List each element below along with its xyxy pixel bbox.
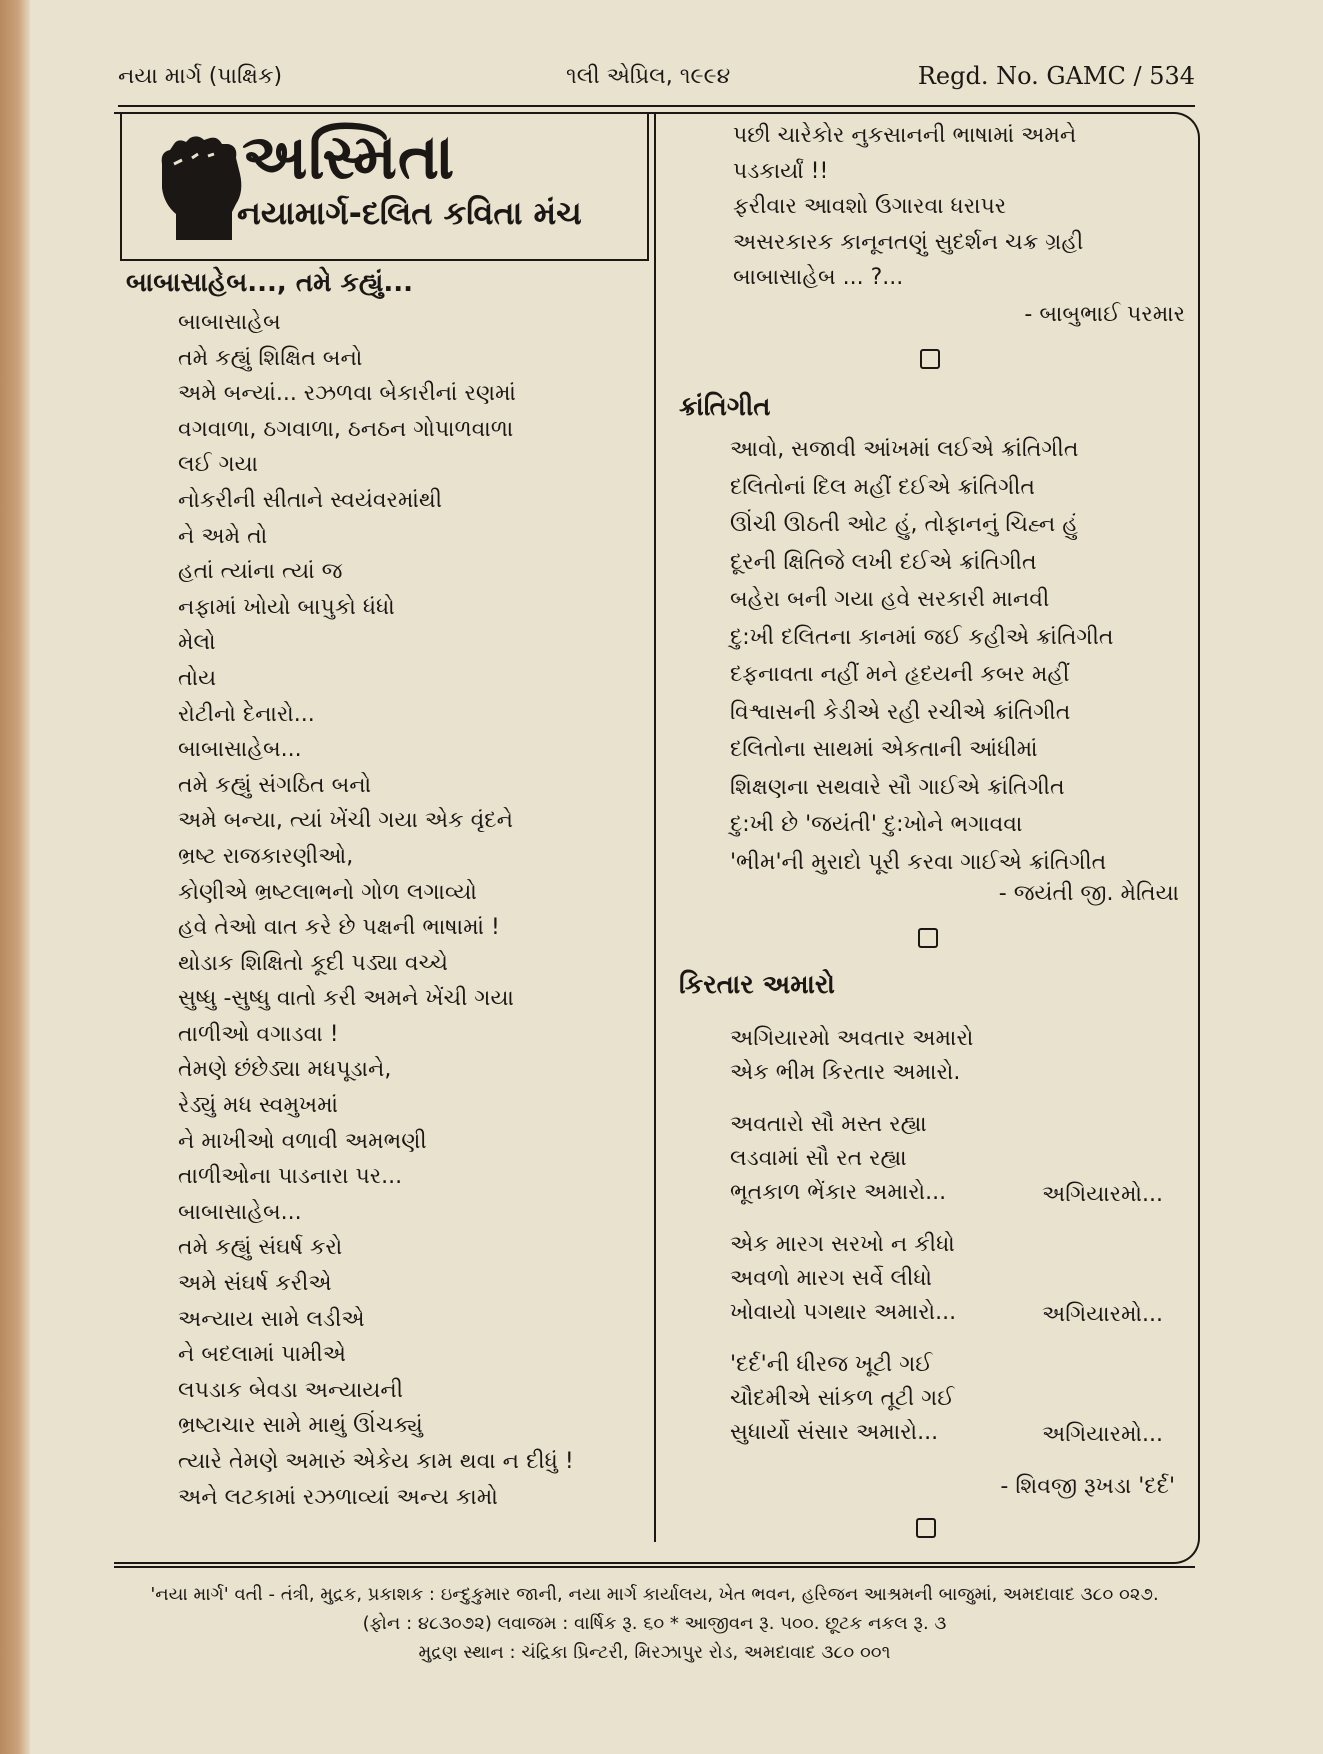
- poem-line: દલિતોનાં દિલ મહીં દઈએ ક્રાંતિગીત: [730, 474, 1036, 500]
- poem-line: એક મારગ સરખો ન કીધો: [730, 1232, 955, 1257]
- poem2-body: [730, 431, 1113, 881]
- poem-line: હવે તેઓ વાત કરે છે પક્ષની ભાષામાં !: [178, 915, 500, 941]
- logo-title: અસ્મિતા: [242, 120, 456, 193]
- footer-line: 'નયા માર્ગ' વતી - તંત્રી, મુદ્રક, પ્રકાશક : ઇન્દુકુમાર જાની, નયા માર્ગ કાર્યાલય, ખેત ભવન, હરિજન આશ્રમની બાજુમાં, અમદાવાદ ૩૮૦ ૦૨૭.: [150, 1584, 1159, 1605]
- poem-line: સુષ્ધુ -સુષ્ધુ વાતો કરી અમને ખેંચી ગયા: [178, 986, 514, 1012]
- poem2-title: ક્રાંતિગીત: [679, 392, 771, 422]
- poem-line: અને લટકામાં રઝળાવ્યાં અન્ય કામો: [178, 1484, 498, 1510]
- poem-line: ને માખીઓ વળાવી અમભણી: [178, 1128, 427, 1154]
- page-edge: [0, 0, 30, 1754]
- poem-line: ને અમે તો: [178, 523, 268, 549]
- poem3-refrain: અગિયારમો...: [1042, 1422, 1164, 1447]
- logo-subtitle: નયામાર્ગ-દલિત કવિતા મંચ: [237, 194, 582, 232]
- poem1-body: [178, 305, 574, 1515]
- registration-number: Regd. No. GAMC / 534: [917, 62, 1195, 90]
- poem-line: ફરીવાર આવશો ઉગારવા ધરાપર: [733, 194, 1007, 220]
- poem-line: ખોવાયો પગથાર અમારો...: [730, 1300, 957, 1325]
- poem-line: નફામાં ખોયો બાપુકો ધંધો: [178, 594, 395, 620]
- poem3-stanza: [730, 1348, 954, 1450]
- page-header: [118, 64, 1195, 104]
- poem-line: તોય: [178, 665, 217, 691]
- column-divider: [654, 112, 656, 1542]
- poem-line: બાબાસાહેબ...: [178, 737, 302, 763]
- poem-line: લઈ ગયા: [178, 452, 259, 478]
- poem-line: ભ્રષ્ટાચાર સામે માથું ઊંચક્યું: [178, 1413, 423, 1439]
- poem-line: પડકાર્યાં !!: [733, 158, 829, 184]
- poem-line: બાબાસાહેબ ... ?...: [733, 265, 904, 291]
- publication-name: નયા માર્ગ (પાક્ષિક): [118, 64, 283, 89]
- poem-line: પછી ચારેકોર નુકસાનની ભાષામાં અમને: [733, 123, 1077, 148]
- poem-line: બાબાસાહેબ...: [178, 1199, 302, 1225]
- poem-line: અમે બન્યાં... રઝળવા બેકારીનાં રણમાં: [178, 381, 516, 407]
- poem3-refrain: અગિયારમો...: [1042, 1182, 1164, 1207]
- poem-line: વગવાળા, ઠગવાળા, ઠનઠન ગોપાળવાળા: [178, 416, 514, 442]
- poem1-continuation: [733, 118, 1083, 296]
- poem3-title: કિરતાર અમારો: [679, 970, 835, 1000]
- footer-line: (ફોન : ૪૮૩૦૭૨) લવાજમ : વાર્ષિક રૂ. ૬૦ * આજીવન રૂ. ૫૦૦. છૂટક નકલ રૂ. ૩: [362, 1613, 947, 1634]
- section-end-mark: [916, 1518, 936, 1538]
- poem-line: અવતારો સૌ મસ્ત રહ્યા: [730, 1112, 927, 1137]
- poem-line: અમે સંઘર્ષ કરીએ: [178, 1271, 332, 1297]
- poem-line: અગિયારમો અવતાર અમારો: [730, 1026, 974, 1051]
- poem-line: અસરકારક કાનૂનતણું સુદર્શન ચક્ર ગ્રહી: [733, 229, 1084, 255]
- raised-fist-icon: [152, 134, 247, 244]
- poem-line: દફનાવતા નહીં મને હૃદયની કબર મહીં: [730, 662, 1070, 687]
- poem-line: હતાં ત્યાંના ત્યાં જ: [178, 559, 343, 585]
- poem-line: દુ:ખી દલિતના કાનમાં જઈ કહીએ ક્રાંતિગીત: [730, 624, 1114, 650]
- poem-line: અમે બન્યા, ત્યાં ખેંચી ગયા એક વૃંદને: [178, 808, 513, 834]
- poem-line: એક ભીમ કિરતાર અમારો.: [730, 1060, 961, 1085]
- poem2-author: - જયંતી જી. મેતિયા: [998, 881, 1179, 906]
- poem3-author: - શિવજી રૂખડા 'દર્દ': [1000, 1474, 1175, 1499]
- poem-line: ભૂતકાળ ભેંકાર અમારો...: [730, 1180, 947, 1205]
- header-rule: [118, 105, 1195, 107]
- poem-line: ભ્રષ્ટ રાજકારણીઓ,: [178, 843, 354, 869]
- poem-line: કોણીએ ભ્રષ્ટલાભનો ગોળ લગાવ્યો: [178, 879, 477, 905]
- poem-line: આવો, સજાવી આંખમાં લઈએ ક્રાંતિગીત: [730, 437, 1079, 462]
- poem-line: દૂરની ક્ષિતિજે લખી દઈએ ક્રાંતિગીત: [730, 549, 1037, 575]
- poem-line: તમે કહ્યું સંઘર્ષ કરો: [178, 1235, 343, 1261]
- poem-line: દુ:ખી છે 'જયંતી' દુ:ખોને ભગાવવા: [730, 812, 1023, 837]
- poem-line: સુધાર્યો સંસાર અમારો...: [730, 1420, 939, 1445]
- imprint-footer: [114, 1580, 1195, 1667]
- poem-line: શિક્ષણના સથવારે સૌ ગાઈએ ક્રાંતિગીત: [730, 774, 1065, 800]
- poem-line: તમે કહ્યું સંગઠિત બનો: [178, 772, 372, 798]
- poem-line: લપડાક બેવડા અન્યાયની: [178, 1377, 404, 1403]
- poem-line: રોટીનો દેનારો...: [178, 701, 315, 727]
- poem-line: લડવામાં સૌ રત રહ્યા: [730, 1146, 907, 1171]
- poem-line: 'ભીમ'ની મુરાદો પૂરી કરવા ગાઈએ ક્રાંતિગીત: [730, 849, 1107, 875]
- poem-line: મેલો: [178, 630, 216, 656]
- poem-line: અન્યાય સામે લડીએ: [178, 1306, 365, 1332]
- poem3-stanza: [730, 1108, 946, 1210]
- footer-line: મુદ્રણ સ્થાન : ચંદ્રિકા પ્રિન્ટરી, મિરઝાપુર રોડ, અમદાવાદ ૩૮૦ ૦૦૧: [418, 1642, 891, 1663]
- poem-line: ત્યારે તેમણે અમારું એકેય કામ થવા ન દીધું !: [178, 1449, 574, 1474]
- poem-line: તેમણે છંછેડ્યા મધપૂડાને,: [178, 1057, 392, 1083]
- poem-line: બાબાસાહેબ: [178, 310, 281, 335]
- poem-line: દલિતોના સાથમાં એકતાની આંધીમાં: [730, 737, 1038, 762]
- poem-line: તાળીઓના પાડનારા પર...: [178, 1164, 403, 1190]
- poem-line: તાળીઓ વગાડવા !: [178, 1021, 339, 1047]
- poem-line: રેડ્યું મધ સ્વમુખમાં: [178, 1093, 339, 1119]
- poem-line: ને બદલામાં પામીએ: [178, 1342, 346, 1368]
- poem-line: નોકરીની સીતાને સ્વયંવરમાંથી: [178, 487, 443, 513]
- logo-box: [120, 112, 649, 261]
- poem3-refrain: અગિયારમો...: [1042, 1302, 1164, 1327]
- issue-date: ૧લી એપ્રિલ, ૧૯૯૪: [566, 64, 731, 89]
- footer-rule: [114, 1566, 1195, 1568]
- poem1-author: - બાબુભાઈ પરમાર: [1024, 302, 1185, 327]
- poem3-stanza: [730, 1228, 956, 1330]
- poem-line: 'દર્દ'ની ધીરજ ખૂટી ગઈ: [730, 1352, 933, 1377]
- section-end-mark: [920, 349, 940, 369]
- poem-line: અવળો મારગ સર્વે લીધો: [730, 1266, 933, 1291]
- poem1-title: બાબાસાહેબ..., તમે કહ્યું...: [126, 268, 413, 298]
- section-end-mark: [918, 928, 938, 948]
- poem-line: વિશ્વાસની કેડીએ રહી રચીએ ક્રાંતિગીત: [730, 699, 1071, 725]
- poem-line: બહેરા બની ગયા હવે સરકારી માનવી: [730, 587, 1050, 612]
- poem-line: થોડાક શિક્ષિતો કૂદી પડ્યા વચ્ચે: [178, 950, 449, 976]
- poem-line: ઊંચી ઊઠતી ઓટ હું, તોફાનનું ચિહ્ન હું: [730, 512, 1078, 537]
- poem-line: ચૌદમીએ સાંકળ તૂટી ગઈ: [730, 1386, 955, 1411]
- poem3-stanza: [730, 1022, 973, 1090]
- poem-line: તમે કહ્યું શિક્ષિત બનો: [178, 345, 363, 371]
